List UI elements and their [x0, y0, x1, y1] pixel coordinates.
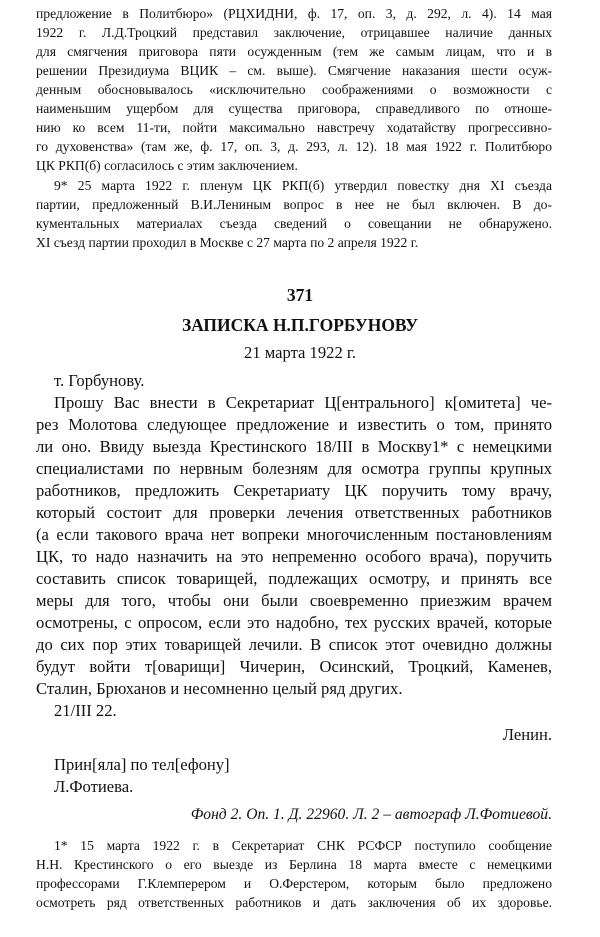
document-number: 371 — [286, 285, 314, 305]
body-line: до сих пор этих товарищей лечили. В список этот очевидно должны — [36, 635, 552, 654]
footnote-line: 1922 г. Л.Д.Троцкий представил заключение, отрицавшее наличие данных — [36, 25, 552, 40]
body-line: ЦК, то надо назначить на это непременно особого врача), поручить — [36, 547, 552, 566]
footnote-9: 9* 25 марта 1922 г. пленум ЦК РКП(б) утвердил повестку дня XI съезда — [54, 178, 552, 193]
document-date: 21 марта 1922 г. — [244, 343, 356, 362]
body-line: (а если такового врача нет вопреки многочисленным постановлениям — [36, 525, 552, 544]
body-line: будут войти т[оварищи] Чичерин, Осинский, Троцкий, Каменев, — [36, 657, 552, 676]
body-line: меры для того, чтобы они были своевременно приезжим врачем — [36, 591, 552, 610]
body-line: составить список товарищей, подлежащих осмотру, и принять все — [36, 569, 552, 588]
body-line: ли оно. Ввиду выезда Крестинского 18/III в Москву1* с немецкими — [36, 437, 552, 456]
footnote-line: Н.Н. Крестинского о его выезде из Берлина 18 марта вместе с немецкими — [36, 857, 552, 872]
document-title: ЗАПИСКА Н.П.ГОРБУНОВУ — [181, 315, 419, 335]
body-line: который состоит для проверки лечения ответственных работников — [36, 503, 552, 522]
body-line: рез Молотова следующее предложение и известить о том, принято — [36, 415, 552, 434]
footnote-line: для смягчения приговора пяти осужденным (тем же самым лицам, что и в — [36, 44, 552, 59]
footnote-line: XI съезд партии проходил в Москве с 27 марта по 2 апреля 1922 г. — [36, 235, 419, 250]
letter-date: 21/III 22. — [54, 701, 117, 720]
footnote-line: решении Президиума ВЦИК – см. выше). Смягчение наказания шести осуж- — [36, 63, 552, 78]
body-line: Прошу Вас внести в Секретариат Ц[ентрального] к[омитета] че- — [54, 393, 552, 412]
body-line: специалистами по нервным болезням для осмотра группы крупных — [36, 459, 552, 478]
footnote-line: партии, предложенный В.И.Лениным вопрос в нее не был включен. В до- — [36, 197, 552, 212]
received-by: Л.Фотиева. — [54, 777, 134, 796]
footnote-1: 1* 15 марта 1922 г. в Секретариат СНК РСФСР поступило сообщение — [54, 838, 552, 853]
footnote-line: ЦК РКП(б) согласилось с этим заключением. — [36, 158, 298, 173]
footnote-line: нию ко всем 11-ти, пойти максимально навстречу ходатайству прогрессивно- — [36, 120, 552, 135]
body-line: работников, предложить Секретариату ЦК поручить тому врачу, — [36, 481, 552, 500]
footnote-line: денным обосновывалось «исключительно соображениями о возможности с — [36, 82, 552, 97]
footnote-line: кументальных материалах съезда сведений о совещании не обнаружено. — [36, 216, 552, 231]
addressee: т. Горбунову. — [54, 371, 145, 390]
body-line: осмотрены, с опросом, если это надобно, тех русских врачей, которые — [36, 613, 552, 632]
archive-reference: Фонд 2. Оп. 1. Д. 22960. Л. 2 – автограф Л.Фотиевой. — [190, 806, 552, 823]
received-note: Прин[яла] по тел[ефону] — [54, 755, 230, 774]
footnote-line: профессорами Г.Клемперером и О.Ферстером, которым было предложено — [36, 876, 552, 891]
signature: Ленин. — [502, 725, 552, 744]
footnote-line: осмотреть ряд ответственных работников и дать заключения об их здоровье. — [36, 895, 552, 910]
footnote-line: наименьшим ущербом для существа приговора, справедливого по отноше- — [36, 101, 552, 116]
body-line: Сталин, Брюханов и несомненно целый ряд других. — [36, 679, 403, 698]
footnote-line: предложение в Политбюро» (РЦХИДНИ, ф. 17, оп. 3, д. 292, л. 4). 14 мая — [36, 6, 552, 21]
footnote-line: го духовенства» (там же, ф. 17, оп. 3, д. 293, л. 12). 18 мая 1922 г. Политбюро — [36, 139, 552, 154]
